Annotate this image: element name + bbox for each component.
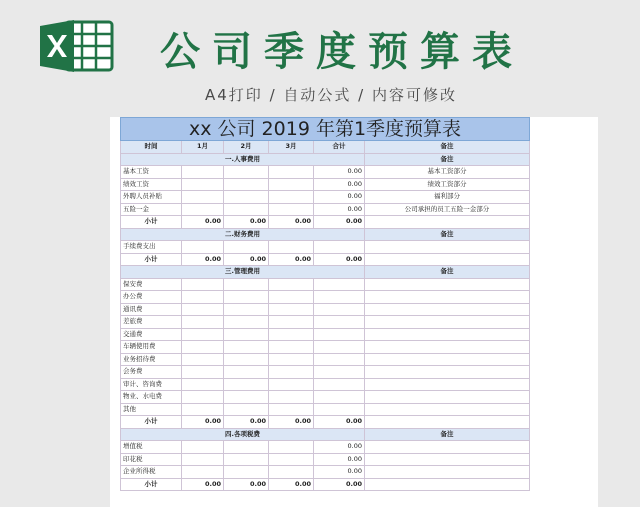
section-title[interactable]: 一.人事费用 xyxy=(121,153,365,166)
subtotal-total[interactable]: 0.00 xyxy=(314,478,365,491)
spreadsheet-preview xyxy=(110,117,598,507)
total-cell[interactable]: 0.00 xyxy=(314,453,365,466)
total-cell[interactable] xyxy=(314,278,365,291)
subtotal-cell[interactable]: 0.00 xyxy=(269,253,314,266)
subtotal-cell[interactable]: 0.00 xyxy=(224,216,269,229)
note-cell[interactable] xyxy=(365,391,530,404)
month-cell[interactable] xyxy=(269,203,314,216)
subtotal-total[interactable]: 0.00 xyxy=(314,253,365,266)
month-cell[interactable] xyxy=(182,191,224,204)
budget-table xyxy=(120,117,530,491)
row-label[interactable]: 增值税 xyxy=(121,441,182,454)
note-cell[interactable] xyxy=(365,316,530,329)
table-row xyxy=(121,328,530,341)
subtotal-cell[interactable]: 0.00 xyxy=(224,416,269,429)
note-cell[interactable] xyxy=(365,453,530,466)
month-cell[interactable] xyxy=(224,191,269,204)
total-cell[interactable] xyxy=(314,366,365,379)
subtotal-label[interactable]: 小计 xyxy=(121,478,182,491)
total-cell[interactable] xyxy=(314,316,365,329)
table-row xyxy=(121,441,530,454)
month-cell[interactable] xyxy=(269,328,314,341)
column-header: 1月 xyxy=(182,141,224,154)
month-cell[interactable] xyxy=(182,166,224,179)
section-header-row xyxy=(121,266,530,279)
month-cell[interactable] xyxy=(269,316,314,329)
month-cell[interactable] xyxy=(269,291,314,304)
month-cell[interactable] xyxy=(269,441,314,454)
section-title[interactable]: 二.财务费用 xyxy=(121,228,365,241)
month-cell[interactable] xyxy=(224,466,269,479)
month-cell[interactable] xyxy=(269,378,314,391)
subtotal-cell[interactable]: 0.00 xyxy=(224,478,269,491)
table-row xyxy=(121,316,530,329)
note-cell[interactable]: 福利部分 xyxy=(365,191,530,204)
table-row xyxy=(121,366,530,379)
total-cell[interactable]: 0.00 xyxy=(314,191,365,204)
month-cell[interactable] xyxy=(269,341,314,354)
month-cell[interactable] xyxy=(182,453,224,466)
section-note-header[interactable]: 备注 xyxy=(365,266,530,279)
subtotal-cell[interactable]: 0.00 xyxy=(269,416,314,429)
note-cell[interactable] xyxy=(365,466,530,479)
month-cell[interactable] xyxy=(224,203,269,216)
row-label[interactable]: 物业、水电费 xyxy=(121,391,182,404)
month-cell[interactable] xyxy=(224,166,269,179)
table-row xyxy=(121,378,530,391)
sheet-title: xx 公司 2019 年第1季度预算表 xyxy=(121,118,530,141)
total-cell[interactable] xyxy=(314,403,365,416)
subtotal-cell[interactable]: 0.00 xyxy=(269,478,314,491)
subtotal-label[interactable]: 小计 xyxy=(121,416,182,429)
subtotal-cell[interactable]: 0.00 xyxy=(182,478,224,491)
total-cell[interactable] xyxy=(314,341,365,354)
month-cell[interactable] xyxy=(224,453,269,466)
page-title: 公司季度预算表 xyxy=(160,29,524,75)
month-cell[interactable] xyxy=(224,403,269,416)
table-row xyxy=(121,278,530,291)
note-cell[interactable] xyxy=(365,341,530,354)
month-cell[interactable] xyxy=(224,178,269,191)
section-header-row xyxy=(121,153,530,166)
month-cell[interactable] xyxy=(269,391,314,404)
column-header: 2月 xyxy=(224,141,269,154)
note-cell[interactable] xyxy=(365,278,530,291)
month-cell[interactable] xyxy=(224,353,269,366)
row-label[interactable]: 业务招待费 xyxy=(121,353,182,366)
column-header: 合计 xyxy=(314,141,365,154)
month-cell[interactable] xyxy=(224,378,269,391)
month-cell[interactable] xyxy=(182,441,224,454)
note-cell[interactable] xyxy=(365,378,530,391)
note-cell[interactable] xyxy=(365,416,530,429)
excel-icon xyxy=(38,16,116,76)
row-label[interactable]: 通讯费 xyxy=(121,303,182,316)
column-header: 3月 xyxy=(269,141,314,154)
month-cell[interactable] xyxy=(182,303,224,316)
subtotal-label[interactable]: 小计 xyxy=(121,253,182,266)
month-cell[interactable] xyxy=(224,441,269,454)
note-cell[interactable] xyxy=(365,353,530,366)
table-row xyxy=(121,353,530,366)
table-row xyxy=(121,203,530,216)
subtotal-total[interactable]: 0.00 xyxy=(314,216,365,229)
month-cell[interactable] xyxy=(224,241,269,254)
row-label[interactable]: 车辆使用费 xyxy=(121,341,182,354)
table-row xyxy=(121,241,530,254)
table-row xyxy=(121,341,530,354)
month-cell[interactable] xyxy=(182,353,224,366)
note-cell[interactable] xyxy=(365,328,530,341)
month-cell[interactable] xyxy=(182,278,224,291)
month-cell[interactable] xyxy=(182,391,224,404)
total-cell[interactable] xyxy=(314,241,365,254)
month-cell[interactable] xyxy=(269,303,314,316)
month-cell[interactable] xyxy=(224,328,269,341)
row-label[interactable]: 手续费支出 xyxy=(121,241,182,254)
row-label[interactable]: 绩效工资 xyxy=(121,178,182,191)
table-row xyxy=(121,191,530,204)
note-cell[interactable] xyxy=(365,366,530,379)
month-cell[interactable] xyxy=(182,291,224,304)
total-cell[interactable] xyxy=(314,378,365,391)
subtotal-total[interactable]: 0.00 xyxy=(314,416,365,429)
table-row xyxy=(121,303,530,316)
note-cell[interactable] xyxy=(365,403,530,416)
table-row xyxy=(121,291,530,304)
subtotal-row xyxy=(121,416,530,429)
subtotal-cell[interactable]: 0.00 xyxy=(182,216,224,229)
month-cell[interactable] xyxy=(269,453,314,466)
total-cell[interactable]: 0.00 xyxy=(314,203,365,216)
table-row xyxy=(121,166,530,179)
month-cell[interactable] xyxy=(182,241,224,254)
total-cell[interactable]: 0.00 xyxy=(314,441,365,454)
total-cell[interactable]: 0.00 xyxy=(314,178,365,191)
month-cell[interactable] xyxy=(224,316,269,329)
row-label[interactable]: 外聘人员补贴 xyxy=(121,191,182,204)
row-label[interactable]: 基本工资 xyxy=(121,166,182,179)
month-cell[interactable] xyxy=(224,391,269,404)
subtotal-row xyxy=(121,253,530,266)
row-label[interactable]: 印花税 xyxy=(121,453,182,466)
total-cell[interactable] xyxy=(314,303,365,316)
total-cell[interactable]: 0.00 xyxy=(314,166,365,179)
month-cell[interactable] xyxy=(182,378,224,391)
month-cell[interactable] xyxy=(224,303,269,316)
column-header: 时间 xyxy=(121,141,182,154)
page-subtitle: A4打印 / 自动公式 / 内容可修改 xyxy=(205,86,457,104)
total-cell[interactable] xyxy=(314,291,365,304)
month-cell[interactable] xyxy=(269,366,314,379)
note-cell[interactable]: 基本工资部分 xyxy=(365,166,530,179)
month-cell[interactable] xyxy=(269,241,314,254)
month-cell[interactable] xyxy=(269,191,314,204)
month-cell[interactable] xyxy=(182,466,224,479)
month-cell[interactable] xyxy=(182,366,224,379)
month-cell[interactable] xyxy=(182,316,224,329)
note-cell[interactable]: 公司承担的员工五险一金部分 xyxy=(365,203,530,216)
section-note-header[interactable]: 备注 xyxy=(365,153,530,166)
row-label[interactable]: 差旅费 xyxy=(121,316,182,329)
month-cell[interactable] xyxy=(182,341,224,354)
section-header-row xyxy=(121,228,530,241)
subtotal-row xyxy=(121,216,530,229)
row-label[interactable]: 企业所得税 xyxy=(121,466,182,479)
month-cell[interactable] xyxy=(182,403,224,416)
note-cell[interactable] xyxy=(365,241,530,254)
column-header-row xyxy=(121,141,530,154)
subtotal-label[interactable]: 小计 xyxy=(121,216,182,229)
subtotal-cell[interactable]: 0.00 xyxy=(182,253,224,266)
section-title[interactable]: 四.各项税费 xyxy=(121,428,365,441)
month-cell[interactable] xyxy=(269,403,314,416)
section-note-header[interactable]: 备注 xyxy=(365,428,530,441)
banner xyxy=(0,0,640,118)
subtotal-cell[interactable]: 0.00 xyxy=(224,253,269,266)
month-cell[interactable] xyxy=(269,353,314,366)
month-cell[interactable] xyxy=(182,203,224,216)
note-cell[interactable] xyxy=(365,291,530,304)
table-row xyxy=(121,466,530,479)
row-label[interactable]: 保安费 xyxy=(121,278,182,291)
total-cell[interactable] xyxy=(314,353,365,366)
table-row xyxy=(121,403,530,416)
month-cell[interactable] xyxy=(182,328,224,341)
subtotal-cell[interactable]: 0.00 xyxy=(269,216,314,229)
sheet-title-row xyxy=(121,118,530,141)
total-cell[interactable] xyxy=(314,391,365,404)
month-cell[interactable] xyxy=(269,278,314,291)
note-cell[interactable] xyxy=(365,441,530,454)
table-row xyxy=(121,391,530,404)
note-cell[interactable]: 绩效工资部分 xyxy=(365,178,530,191)
row-label[interactable]: 五险一金 xyxy=(121,203,182,216)
note-cell[interactable] xyxy=(365,478,530,491)
subtotal-cell[interactable]: 0.00 xyxy=(182,416,224,429)
month-cell[interactable] xyxy=(269,178,314,191)
row-label[interactable]: 办公费 xyxy=(121,291,182,304)
section-note-header[interactable]: 备注 xyxy=(365,228,530,241)
total-cell[interactable] xyxy=(314,328,365,341)
month-cell[interactable] xyxy=(224,291,269,304)
section-title[interactable]: 三.管理费用 xyxy=(121,266,365,279)
section-header-row xyxy=(121,428,530,441)
row-label[interactable]: 审计、咨询费 xyxy=(121,378,182,391)
column-header: 备注 xyxy=(365,141,530,154)
note-cell[interactable] xyxy=(365,303,530,316)
row-label[interactable]: 交通费 xyxy=(121,328,182,341)
note-cell[interactable] xyxy=(365,253,530,266)
row-label[interactable]: 会务费 xyxy=(121,366,182,379)
month-cell[interactable] xyxy=(182,178,224,191)
total-cell[interactable]: 0.00 xyxy=(314,466,365,479)
row-label[interactable]: 其他 xyxy=(121,403,182,416)
month-cell[interactable] xyxy=(269,466,314,479)
table-row xyxy=(121,453,530,466)
month-cell[interactable] xyxy=(224,278,269,291)
month-cell[interactable] xyxy=(224,366,269,379)
month-cell[interactable] xyxy=(224,341,269,354)
table-row xyxy=(121,178,530,191)
subtotal-row xyxy=(121,478,530,491)
month-cell[interactable] xyxy=(269,166,314,179)
note-cell[interactable] xyxy=(365,216,530,229)
